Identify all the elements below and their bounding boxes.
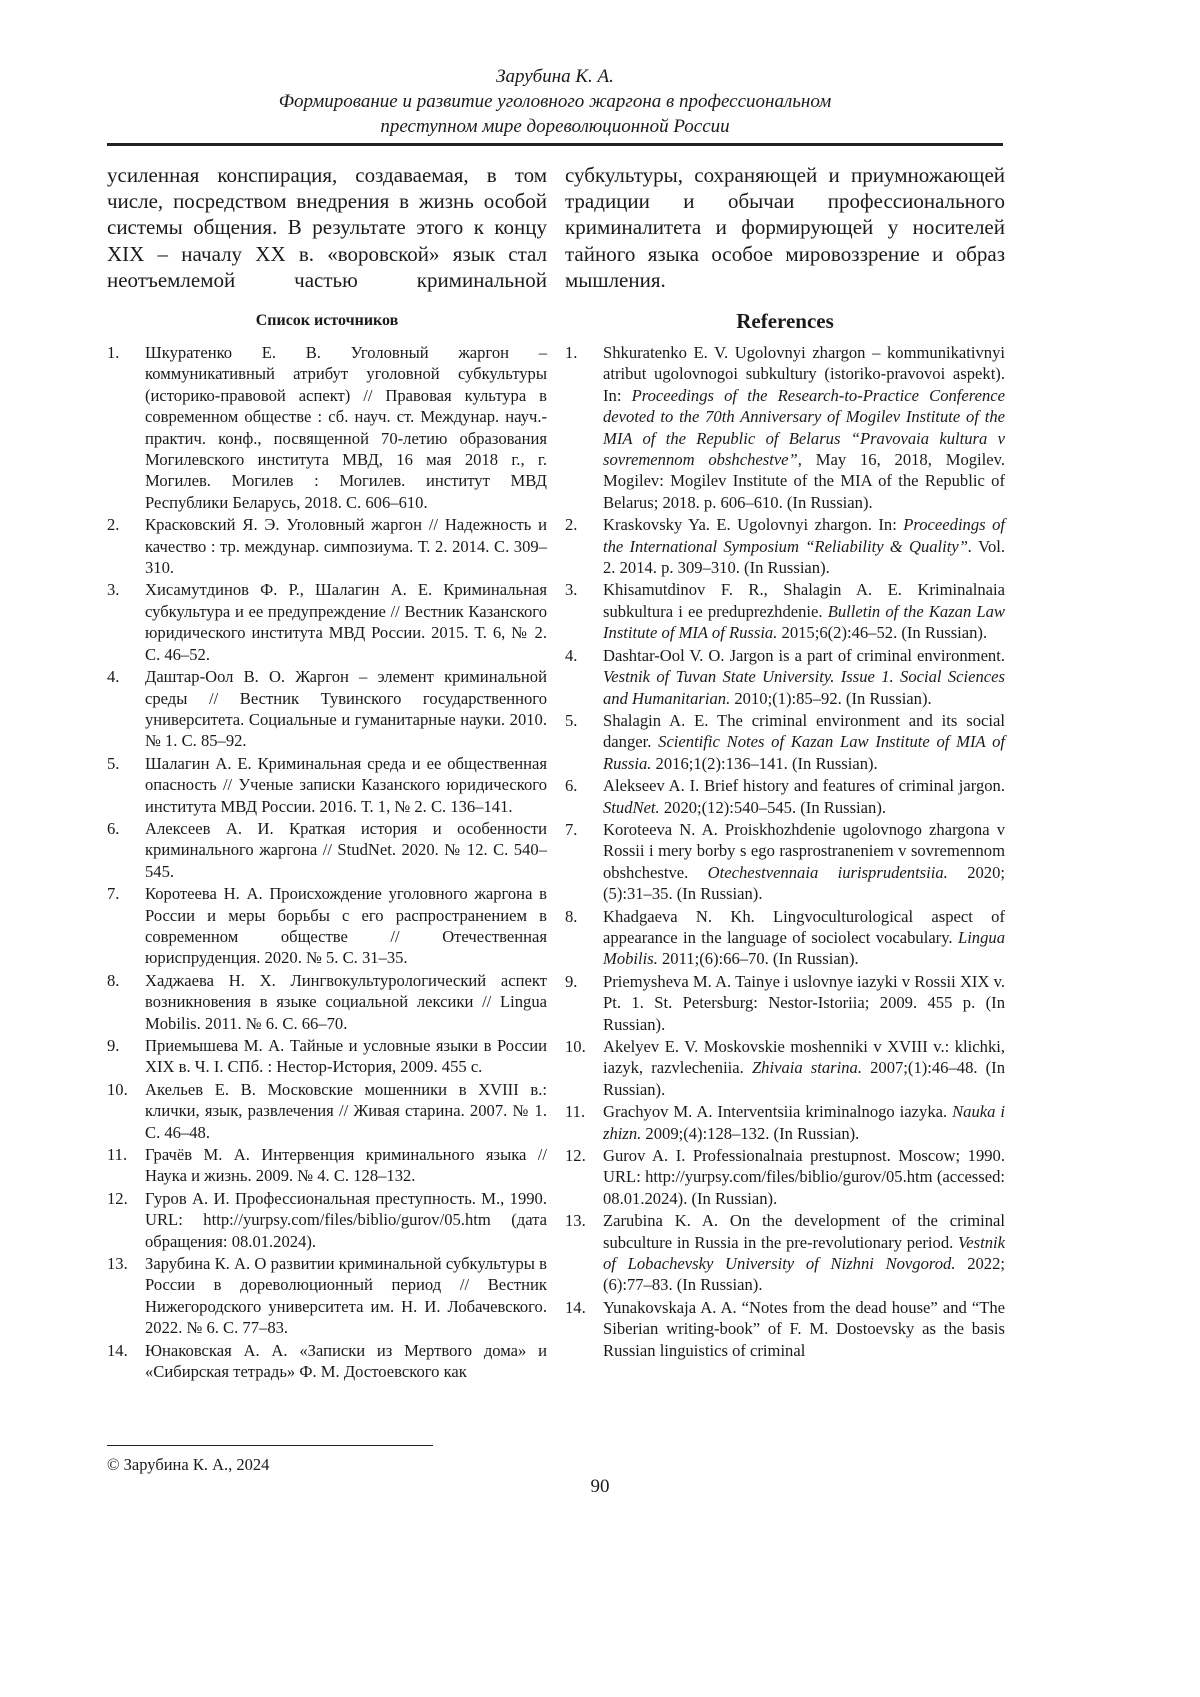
copyright-footnote: © Зарубина К. А., 2024 bbox=[107, 1455, 269, 1475]
source-item bbox=[107, 579, 547, 665]
body-text-left: усиленная конспирация, создаваемая, в том числе, посредством внедрения в жизнь особой системы общения. В результате этого к концу XIX – началу XX в. «воровской» язык стал неотъемлемой частью криминальной bbox=[107, 162, 547, 293]
item-text: Коротеева Н. А. Происхождение уголовного жаргона в России и меры борьбы с его распространением в современном обществе // Отечественная юриспруденция. 2020. № 5. С. 31–35. bbox=[145, 884, 547, 967]
item-number: 13. bbox=[565, 1210, 586, 1231]
item-source-title: Scientific Notes of Kazan Law Institute of MIA of Russia. bbox=[603, 732, 1005, 772]
body-text-right: субкультуры, сохраняющей и приумножающей традиции и обычаи профессионального криминалитета и формирующей у носителей тайного языка особое мировоззрение и образ мышления. bbox=[565, 162, 1005, 293]
item-number: 9. bbox=[107, 1035, 119, 1056]
item-text: Грачёв М. А. Интервенция криминального языка // Наука и жизнь. 2009. № 4. С. 128–132. bbox=[145, 1145, 547, 1185]
item-text: Приемышева М. А. Тайные и условные языки в России XIX в. Ч. I. СПб. : Нестор-История, 2009. 455 с. bbox=[145, 1036, 547, 1076]
item-number: 1. bbox=[107, 342, 119, 363]
item-text: Gurov A. I. Professionalnaia prestupnost. Moscow; 1990. URL: http://yurpsy.com/files/biblio/gurov/05.htm (accessed: 08.01.2024). (In Russian). bbox=[603, 1146, 1005, 1208]
source-item bbox=[107, 342, 547, 513]
reference-item bbox=[565, 710, 1005, 774]
item-source-title: Proceedings of the International Symposium “Reliability & Quality”. bbox=[603, 515, 1005, 555]
item-number: 2. bbox=[565, 514, 577, 535]
item-number: 12. bbox=[565, 1145, 586, 1166]
item-details: 2011;(6):66–70. (In Russian). bbox=[658, 949, 859, 968]
item-number: 5. bbox=[565, 710, 577, 731]
header-author: Зарубина К. А. bbox=[107, 64, 1003, 89]
item-text: Алексеев А. И. Краткая история и особенности криминального жаргона // StudNet. 2020. № 12. С. 540–545. bbox=[145, 819, 547, 881]
page-number: 90 bbox=[0, 1476, 1200, 1498]
item-details: 2009;(4):128–132. (In Russian). bbox=[641, 1124, 859, 1143]
item-details: 2010;(1):85–92. (In Russian). bbox=[730, 689, 931, 708]
item-source-title: Lingua Mobilis. bbox=[603, 928, 1005, 968]
item-text: Khadgaeva N. Kh. Lingvoculturological aspect of appearance in the language of sociolect vocabulary. bbox=[603, 907, 1005, 947]
item-text: Dashtar-Ool V. O. Jargon is a part of criminal environment. bbox=[603, 646, 1005, 665]
item-text: Юнаковская А. А. «Записки из Мертвого дома» и «Сибирская тетрадь» Ф. М. Достоевского как bbox=[145, 1341, 547, 1381]
item-number: 7. bbox=[565, 819, 577, 840]
source-item bbox=[107, 666, 547, 752]
item-text: Шалагин А. Е. Криминальная среда и ее общественная опасность // Ученые записки Казанского юридического института МВД России. 2016. Т. 1, № 2. С. 136–141. bbox=[145, 754, 547, 816]
item-source-title: Bulletin of the Kazan Law Institute of MIA of Russia. bbox=[603, 602, 1005, 642]
source-item bbox=[107, 1035, 547, 1078]
source-item bbox=[107, 1079, 547, 1143]
item-text: Kraskovsky Ya. E. Ugolovnyi zhargon. In: bbox=[603, 515, 903, 534]
item-source-title: Proceedings of the Research-to-Practice Conference devoted to the 70th Anniversary of Mogilev Institute of the MIA of the Republic of Belarus “Pravovaia kultura v sovremennom obshchestve”, bbox=[603, 386, 1005, 469]
item-number: 13. bbox=[107, 1253, 128, 1274]
item-number: 2. bbox=[107, 514, 119, 535]
reference-item bbox=[565, 1101, 1005, 1144]
running-header bbox=[107, 64, 1003, 139]
item-details: 2015;6(2):46–52. (In Russian). bbox=[777, 623, 987, 642]
item-source-title: Vestnik of Tuvan State University. Issue 1. Social Sciences and Humanitarian. bbox=[603, 667, 1005, 707]
item-text: Khisamutdinov F. R., Shalagin A. E. Kriminalnaia subkultura i ee preduprezhdenie. bbox=[603, 580, 1005, 620]
item-text: Yunakovskaja A. A. “Notes from the dead house” and “The Siberian writing-book” of F. M. Dostoevsky as the basis Russian linguistics of criminal bbox=[603, 1298, 1005, 1360]
source-item bbox=[107, 883, 547, 969]
item-details: May 16, 2018, Mogilev. Mogilev: Mogilev Institute of the MIA of the Republic of Belarus; 2018. p. 606–610. (In Russian). bbox=[603, 450, 1005, 512]
item-source-title: StudNet. bbox=[603, 798, 660, 817]
item-text: Priemysheva M. A. Tainye i uslovnye iazyki v Rossii XIX v. Pt. 1. St. Petersburg: Nestor-Istoriia; 2009. 455 p. (In Russian). bbox=[603, 972, 1005, 1034]
item-number: 14. bbox=[565, 1297, 586, 1318]
reference-item bbox=[565, 1297, 1005, 1361]
item-text: Хисамутдинов Ф. Р., Шалагин А. Е. Криминальная субкультура и ее предупреждение // Вестник Казанского юридического института МВД России. 2015. Т. 6, № 2. С. 46–52. bbox=[145, 580, 547, 663]
item-text: Alekseev A. I. Brief history and features of criminal jargon. bbox=[603, 776, 1005, 795]
item-text: Akelyev E. V. Moskovskie moshenniki v XVIII v.: klichki, iazyk, razvlecheniia. bbox=[603, 1037, 1005, 1077]
item-number: 7. bbox=[107, 883, 119, 904]
reference-item bbox=[565, 579, 1005, 643]
item-number: 5. bbox=[107, 753, 119, 774]
source-item bbox=[107, 514, 547, 578]
reference-item bbox=[565, 342, 1005, 513]
item-text: Grachyov M. A. Interventsiia kriminalnogo iazyka. bbox=[603, 1102, 952, 1121]
item-text: Гуров А. И. Профессиональная преступность. М., 1990. URL: http://yurpsy.com/files/biblio/gurov/05.htm (дата обращения: 08.01.2024). bbox=[145, 1189, 547, 1251]
item-text: Даштар-Оол В. О. Жаргон – элемент криминальной среды // Вестник Тувинского государственного университета. Социальные и гуманитарные науки. 2010. № 1. С. 85–92. bbox=[145, 667, 547, 750]
item-source-title: Nauka i zhizn. bbox=[603, 1102, 1005, 1142]
references-heading: References bbox=[565, 309, 1005, 334]
header-title-line2: преступном мире дореволюционной России bbox=[107, 114, 1003, 139]
reference-item bbox=[565, 514, 1005, 578]
source-item bbox=[107, 1253, 547, 1339]
item-number: 12. bbox=[107, 1188, 128, 1209]
reference-item bbox=[565, 775, 1005, 818]
source-item bbox=[107, 1188, 547, 1252]
item-text: Акельев Е. В. Московские мошенники в XVIII в.: клички, язык, развлечения // Живая старина. 2007. № 1. С. 46–48. bbox=[145, 1080, 547, 1142]
item-number: 6. bbox=[565, 775, 577, 796]
item-number: 8. bbox=[565, 906, 577, 927]
item-text: Shalagin A. E. The criminal environment and its social danger. bbox=[603, 711, 1005, 751]
references-list bbox=[565, 342, 1005, 1362]
item-number: 11. bbox=[565, 1101, 585, 1122]
item-details: 2020;(12):540–545. (In Russian). bbox=[660, 798, 886, 817]
source-item bbox=[107, 1144, 547, 1187]
item-number: 3. bbox=[107, 579, 119, 600]
item-number: 6. bbox=[107, 818, 119, 839]
item-details: 2007;(1):46–48. (In Russian). bbox=[603, 1058, 1005, 1098]
item-source-title: Zhivaia starina. bbox=[752, 1058, 862, 1077]
sources-list bbox=[107, 342, 547, 1384]
item-number: 4. bbox=[107, 666, 119, 687]
item-text: Zarubina K. A. On the development of the criminal subculture in Russia in the pre-revolutionary period. bbox=[603, 1211, 1005, 1251]
reference-item bbox=[565, 971, 1005, 1035]
source-item bbox=[107, 818, 547, 882]
item-number: 10. bbox=[565, 1036, 586, 1057]
source-item bbox=[107, 753, 547, 817]
item-number: 8. bbox=[107, 970, 119, 991]
item-details: 2020;(5):31–35. (In Russian). bbox=[603, 863, 1005, 903]
item-details: 2022;(6):77–83. (In Russian). bbox=[603, 1254, 1005, 1294]
reference-item bbox=[565, 906, 1005, 970]
item-text: Хаджаева Н. Х. Лингвокультурологический аспект возникновения в языке социальной лексики // Lingua Mobilis. 2011. № 6. С. 66–70. bbox=[145, 971, 547, 1033]
reference-item bbox=[565, 1145, 1005, 1209]
item-text: Шкуратенко Е. В. Уголовный жаргон – коммуникативный атрибут уголовной субкультуры (историко-правовой аспект) // Правовая культура в современном обществе : сб. науч. ст. Междунар. науч.-практич. конф., посвященной 70-летию образования Могилевского института МВД, 16 мая 2018 г., г. Могилев. Могилев : Могилев. институт МВД Республики Беларусь, 2018. С. 606–610. bbox=[145, 343, 547, 512]
item-source-title: Vestnik of Lobachevsky University of Nizhni Novgorod. bbox=[603, 1233, 1005, 1273]
header-rule bbox=[107, 143, 1003, 146]
sources-heading: Список источников bbox=[107, 312, 547, 330]
item-text: Koroteeva N. A. Proiskhozhdenie ugolovnogo zhargona v Rossii i mery borby s ego rasprostraneniem v sovremennom obshchestve. bbox=[603, 820, 1005, 882]
reference-item bbox=[565, 1036, 1005, 1100]
item-number: 4. bbox=[565, 645, 577, 666]
header-title-line1: Формирование и развитие уголовного жаргона в профессиональном bbox=[107, 89, 1003, 114]
item-number: 10. bbox=[107, 1079, 128, 1100]
item-text: Зарубина К. А. О развитии криминальной субкультуры в России в дореволюционный период // Вестник Нижегородского университета им. Н. И. Лобачевского. 2022. № 6. С. 77–83. bbox=[145, 1254, 547, 1337]
reference-item bbox=[565, 819, 1005, 905]
item-details: Vol. 2. 2014. p. 309–310. (In Russian). bbox=[603, 537, 1005, 577]
source-item bbox=[107, 1340, 547, 1383]
footnote-rule bbox=[107, 1445, 433, 1446]
item-number: 14. bbox=[107, 1340, 128, 1361]
item-text: Красковский Я. Э. Уголовный жаргон // Надежность и качество : тр. междунар. симпозиума. Т. 2. 2014. С. 309–310. bbox=[145, 515, 547, 577]
item-number: 11. bbox=[107, 1144, 127, 1165]
item-text: Shkuratenko E. V. Ugolovnyi zhargon – kommunikativnyi atribut ugolovnogoi subkultury (istoriko-pravovoi aspekt). In: bbox=[603, 343, 1005, 405]
reference-item bbox=[565, 645, 1005, 709]
reference-item bbox=[565, 1210, 1005, 1296]
item-number: 3. bbox=[565, 579, 577, 600]
item-details: 2016;1(2):136–141. (In Russian). bbox=[651, 754, 877, 773]
item-number: 1. bbox=[565, 342, 577, 363]
item-source-title: Otechestvennaia iurisprudentsiia. bbox=[708, 863, 948, 882]
item-number: 9. bbox=[565, 971, 577, 992]
source-item bbox=[107, 970, 547, 1034]
